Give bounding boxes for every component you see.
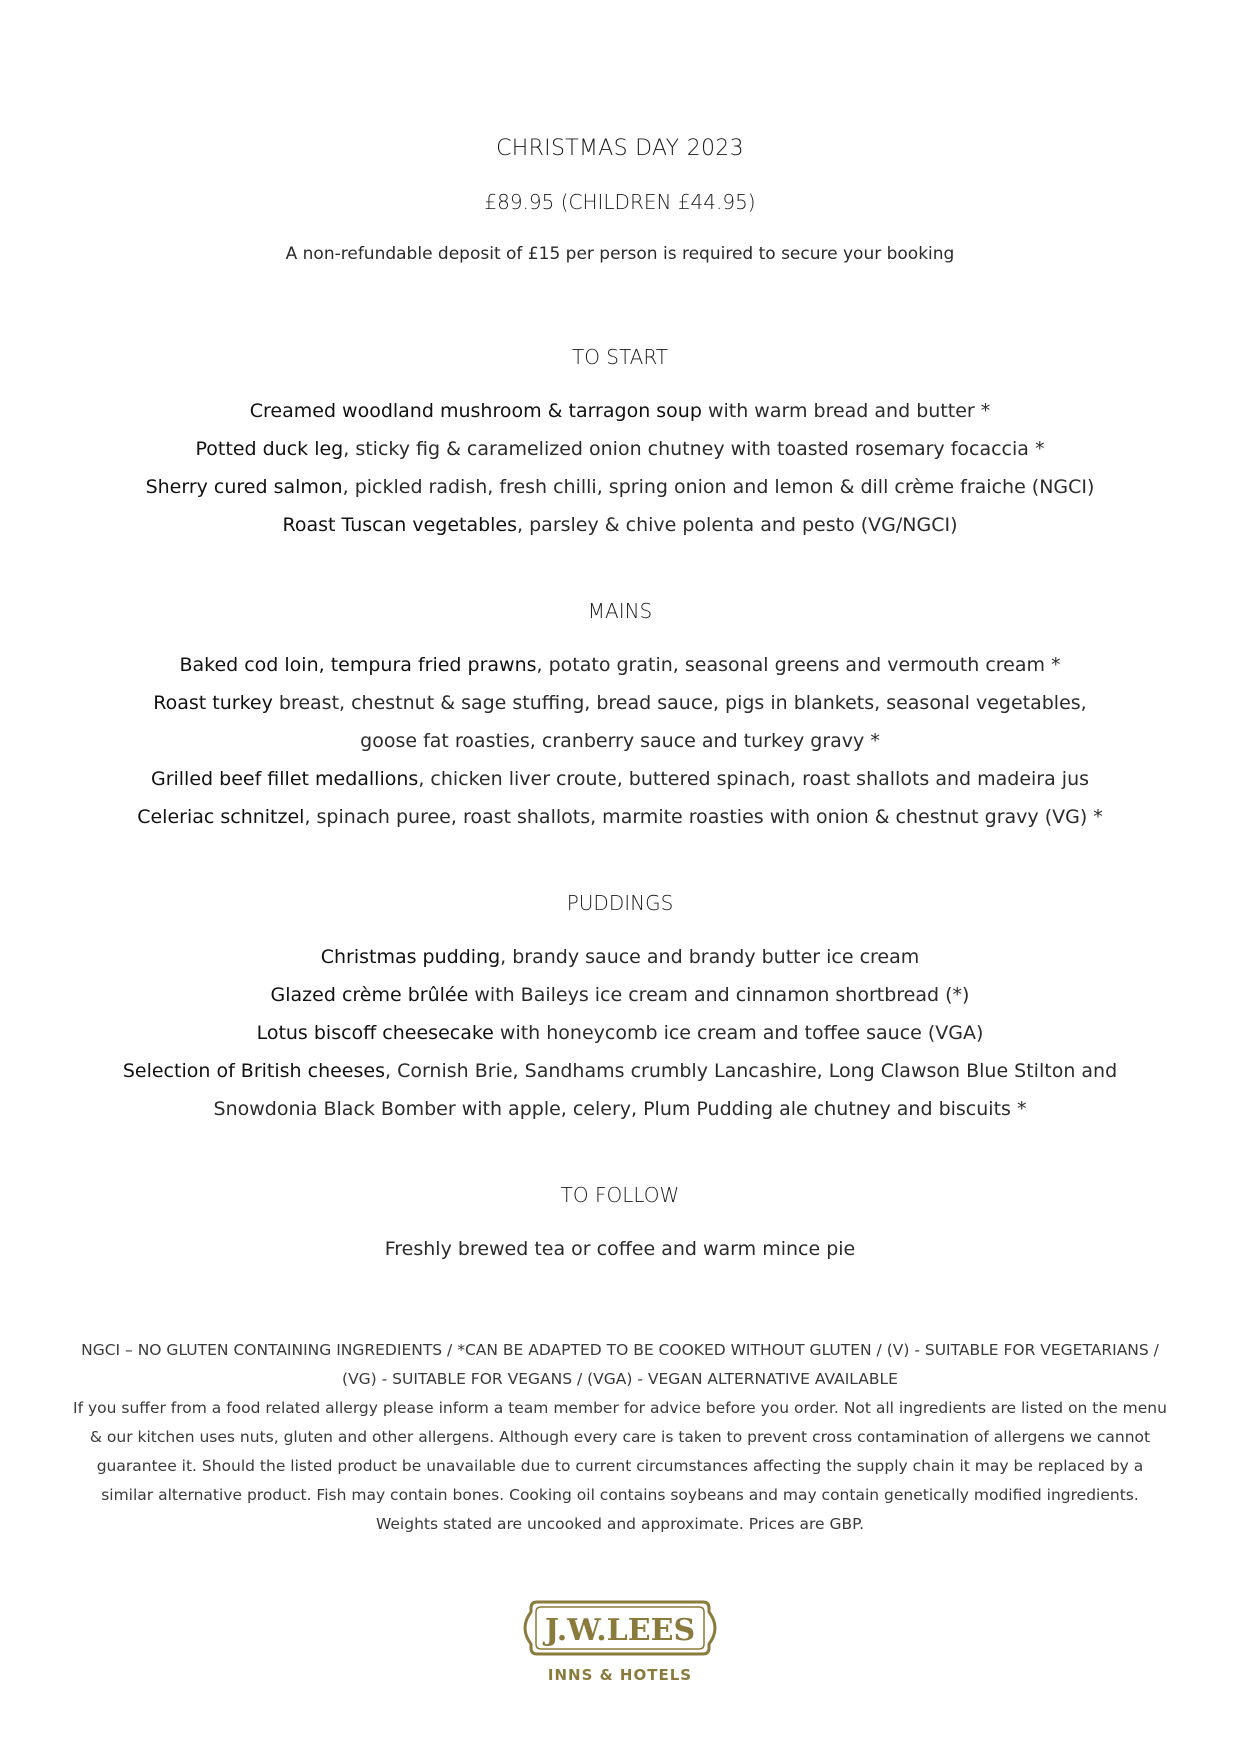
dish-description: with Baileys ice cream and cinnamon shortbread (*)	[468, 984, 970, 1006]
menu-item	[0, 938, 1240, 976]
dish-description: with warm bread and butter *	[701, 400, 991, 422]
dish-name: Grilled beef fillet medallions	[150, 768, 419, 790]
dish-name: Roast Tuscan vegetables	[282, 514, 518, 536]
dish-name: Roast turkey	[153, 692, 273, 714]
menu-item	[0, 684, 1240, 722]
dish-description: , Cornish Brie, Sandhams crumbly Lancashire, Long Clawson Blue Stilton and	[384, 1060, 1118, 1082]
dish-description: , chicken liver croute, buttered spinach, roast shallots and madeira jus	[418, 768, 1090, 790]
menu-item	[0, 392, 1240, 430]
dish-description: , parsley & chive polenta and pesto (VG/NGCI)	[517, 514, 958, 536]
logo-tagline-text: INNS & HOTELS	[547, 1666, 693, 1684]
jw-lees-logo	[523, 1596, 717, 1688]
dish-name: Glazed crème brûlée	[270, 984, 469, 1006]
dish-name: Potted duck leg	[195, 438, 344, 460]
dish-name: Selection of British cheeses	[122, 1060, 385, 1082]
dish-description: , potato gratin, seasonal greens and vermouth cream *	[536, 654, 1061, 676]
dish-description: goose fat roasties, cranberry sauce and turkey gravy *	[360, 730, 880, 752]
dish-name: Christmas pudding	[320, 946, 501, 968]
dish-name: Lotus biscoff cheesecake	[256, 1022, 494, 1044]
section-to-follow	[0, 1182, 1240, 1268]
menu-price: £89.95 (CHILDREN £44.95)	[484, 190, 756, 214]
dish-name: Baked cod loin, tempura fried prawns	[179, 654, 537, 676]
deposit-note: A non-refundable deposit of £15 per person is required to secure your booking	[285, 244, 955, 264]
section-mains	[0, 598, 1240, 836]
menu-item	[0, 798, 1240, 836]
menu-item	[0, 468, 1240, 506]
dish-description: , pickled radish, fresh chilli, spring onion and lemon & dill crème fraiche (NGCI)	[342, 476, 1095, 498]
page-title: CHRISTMAS DAY 2023	[496, 136, 744, 161]
dish-name: Creamed woodland mushroom & tarragon soup	[249, 400, 702, 422]
section-heading: TO START	[571, 345, 668, 369]
logo-brand-text: J.W.LEES	[544, 1613, 696, 1648]
menu-item	[0, 976, 1240, 1014]
menu-item	[0, 646, 1240, 684]
dish-description: , brandy sauce and brandy butter ice cream	[500, 946, 920, 968]
dish-description: with honeycomb ice cream and toffee sauce (VGA)	[493, 1022, 984, 1044]
menu-item	[0, 506, 1240, 544]
menu-item	[0, 430, 1240, 468]
allergy-notes: If you suffer from a food related allergy please inform a team member for advice before you order. Not all ingredients are listed on the menu & our kitchen uses nuts, gluten and other allergens. Although every care is taken to prevent cross contamination of allergens we cannot guarantee it. Should the listed product be unavailable due to current circumstances affecting the supply chain it may be replaced by a similar alternative product. Fish may contain bones. Cooking oil contains soybeans and may contain genetically modified ingredients. Weights stated are uncooked and approximate. Prices are GBP.	[73, 1399, 1167, 1533]
section-heading: MAINS	[587, 599, 653, 623]
section-heading: TO FOLLOW	[560, 1183, 680, 1207]
menu-item	[0, 722, 1240, 760]
menu-item	[0, 1230, 1240, 1268]
dish-description: , spinach puree, roast shallots, marmite roasties with onion & chestnut gravy (VG) *	[304, 806, 1103, 828]
jw-lees-logo-graphic	[523, 1596, 717, 1688]
dish-description: Freshly brewed tea or coffee and warm mince pie	[384, 1238, 856, 1260]
allergen-key: NGCI – NO GLUTEN CONTAINING INGREDIENTS / *CAN BE ADAPTED TO BE COOKED WITHOUT GLUTEN / (V) - SUITABLE FOR VEGETARIANS / (VG) - SUITABLE FOR VEGANS / (VGA) - VEGAN ALTERNATIVE AVAILABLE	[81, 1341, 1159, 1388]
menu-item	[0, 1052, 1240, 1090]
dish-description: Snowdonia Black Bomber with apple, celery, Plum Pudding ale chutney and biscuits *	[213, 1098, 1027, 1120]
dish-description: breast, chestnut & sage stuffing, bread sauce, pigs in blankets, seasonal vegetables,	[272, 692, 1087, 714]
menu-item	[0, 1014, 1240, 1052]
menu-item	[0, 760, 1240, 798]
menu-item	[0, 1090, 1240, 1128]
dish-description: , sticky fig & caramelized onion chutney with toasted rosemary focaccia *	[343, 438, 1045, 460]
section-to-start	[0, 344, 1240, 544]
section-puddings	[0, 890, 1240, 1128]
dish-name: Celeriac schnitzel	[137, 806, 305, 828]
dish-name: Sherry cured salmon	[145, 476, 343, 498]
section-heading: PUDDINGS	[566, 891, 674, 915]
